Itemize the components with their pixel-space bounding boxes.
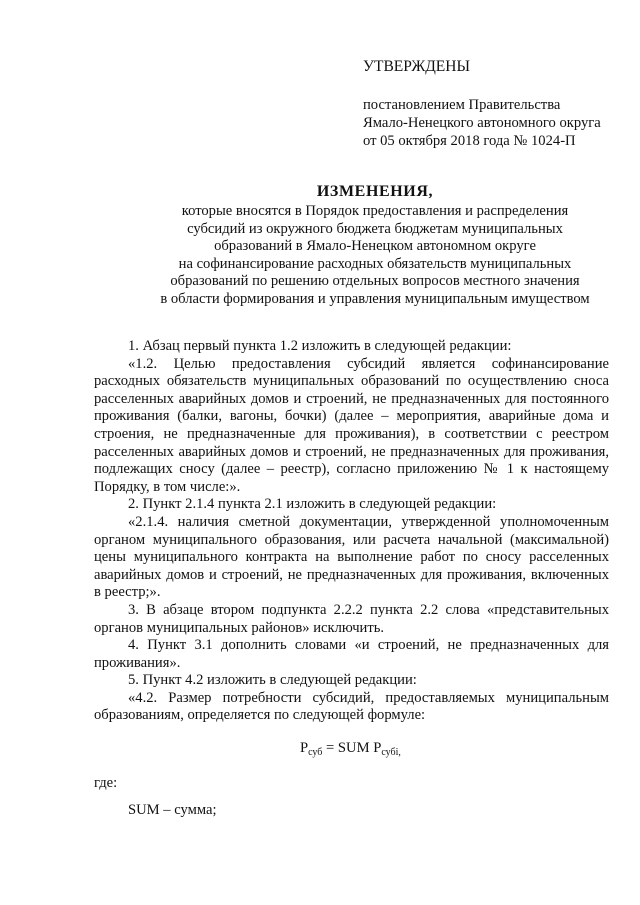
formula-lhs: P [300,740,309,756]
paragraph-item-2: 2. Пункт 2.1.4 пункта 2.1 изложить в следующей редакции: [128,496,497,513]
formula-rhs-subscript: субi, [381,747,401,758]
formula-mid: = SUM P [322,740,382,756]
sum-definition: SUM – сумма; [128,802,217,818]
heading-line: на софинансирование расходных обязательств муниципальных [178,255,572,272]
heading-line: которые вносятся в Порядок предоставления и распределения [181,203,569,219]
paragraph-item-3: 3. В абзаце втором подпункта 2.2.2 пункта 2.2 слова «представительных органов муниципальных районов» исключить. [94,601,609,636]
heading-line: в области формирования и управления муниципальным имуществом [160,290,590,307]
formula-lhs-subscript: суб [308,747,323,758]
paragraph-item-4: 4. Пункт 3.1 дополнить словами «и строений, не предназначенных для проживания». [94,637,609,671]
heading-line: образований по решению отдельных вопросов местного значения [170,273,580,290]
paragraph-item-1: 1. Абзац первый пункта 1.2 изложить в следующей редакции: [128,338,512,354]
heading-line: субсидий из окружного бюджета бюджетам муниципальных [187,220,563,237]
approval-block [363,58,633,150]
formula [300,740,401,758]
paragraph-quote-2-1-4: «2.1.4. наличия сметной документации, утвержденной уполномоченным органом муниципального образования, или расчета начальной (максимальной) цены муниципального контракта на выполнение работ по сносу расселенных аварийных домов и строений, не предназначенных для проживания, включенных в реестр;». [94,513,609,601]
paragraph-quote-1-2: «1.2. Целью предоставления субсидий является софинансирование расходных обязательств муниципальных образований по осуществлению сноса расселенных аварийных домов и строений, не предназначенных для постоянного проживания (балки, вагоны, бочки) (далее – мероприятия, аварийные дома и строения, не предназначенные для проживания), в соответствии с реестром расселенных аварийных домов и строений, не предназначенных для проживания, подлежащих сносу (далее – реестр), согласно приложению № 1 к настоящему Порядку, в том числе:». [94,355,609,495]
document-heading [100,181,640,309]
paragraph-item-5: 5. Пункт 4.2 изложить в следующей редакции: [128,672,417,689]
where-label: где: [94,775,118,791]
approval-line: постановлением Правительства [363,96,561,113]
approval-title: УТВЕРЖДЕНЫ [363,58,470,75]
approval-line: Ямало-Ненецкого автономного округа [363,114,601,131]
approval-line: от 05 октября 2018 года № 1024-П [363,132,576,149]
heading-line: образований в Ямало-Ненецком автономном округе [214,238,536,255]
heading-title: ИЗМЕНЕНИЯ, [316,183,434,200]
document-body [94,338,609,725]
paragraph-quote-4-2: «4.2. Размер потребности субсидий, предоставляемых муниципальным образованиям, определяется по следующей формуле: [94,689,609,724]
